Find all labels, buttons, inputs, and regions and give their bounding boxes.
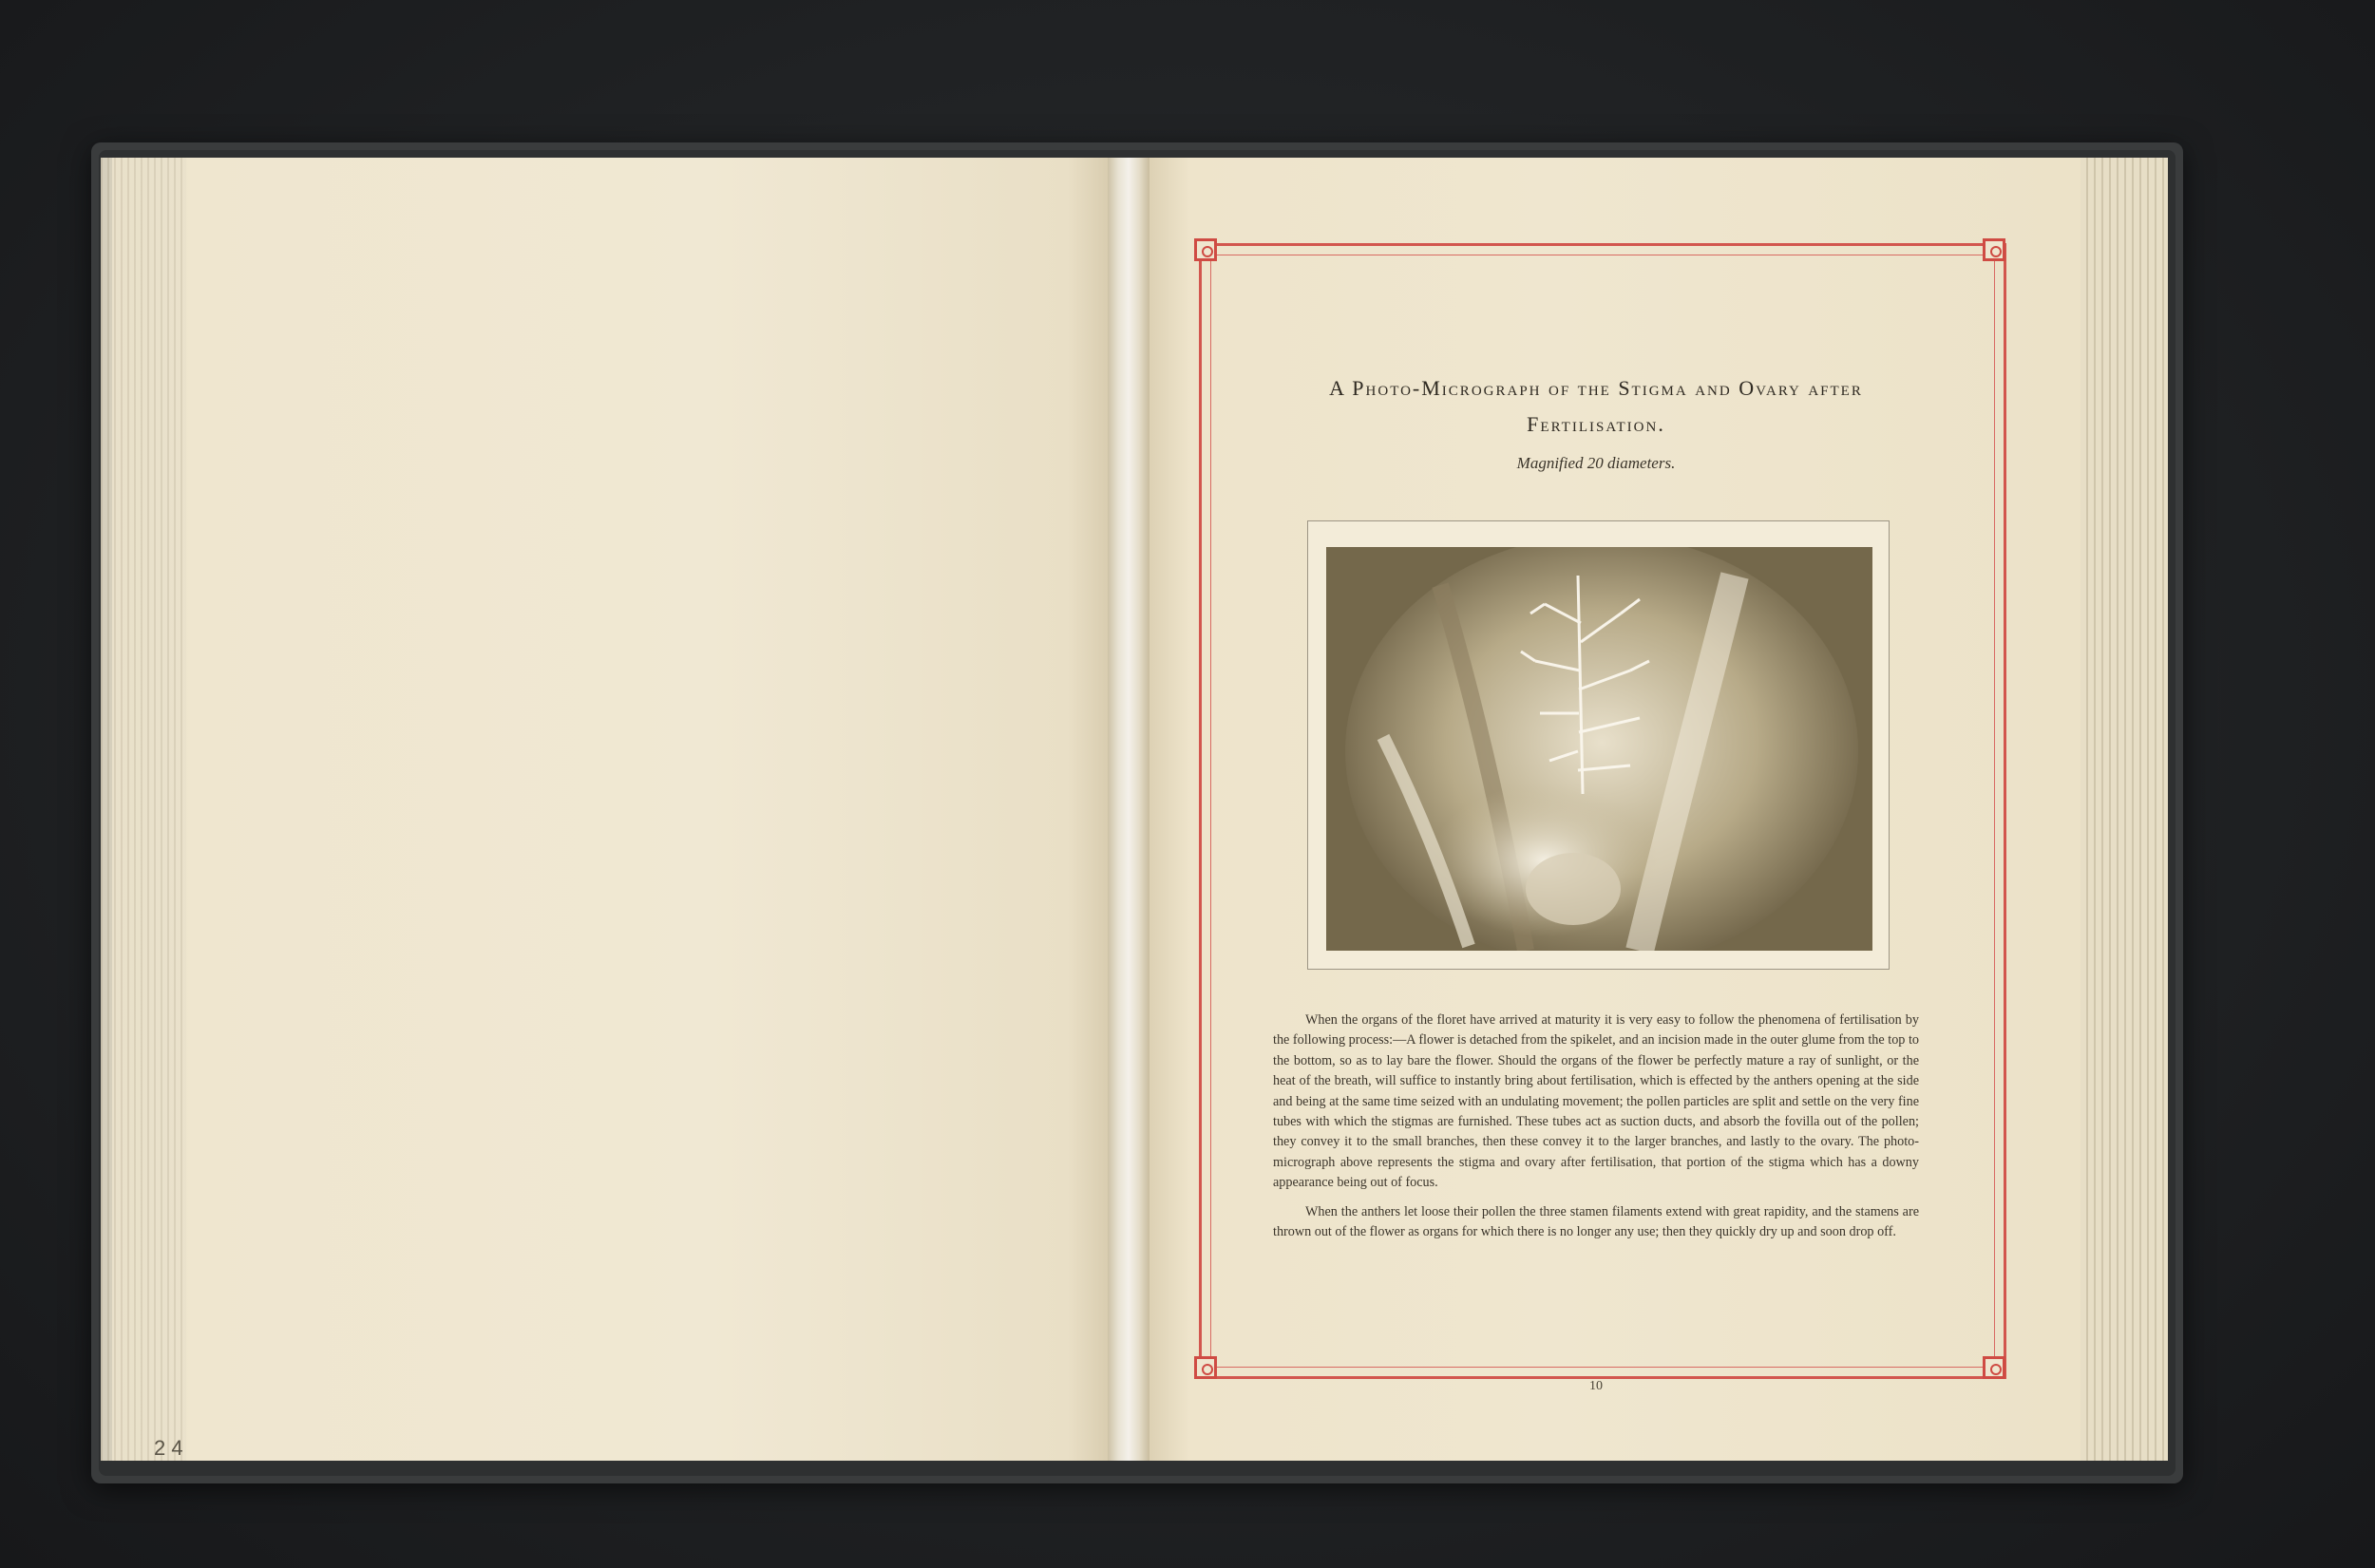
page-number: 10: [1589, 1379, 1603, 1393]
paragraph: When the organs of the floret have arrived at maturity it is very easy to follow the phenomena of fertilisation by the following process:—A flower is detached from the spikelet, and an incision made in the outer glume from the top to the bottom, so as to lay bare the flower. Should the organs of the flower be perfectly mature a ray of sunlight, or the heat of the breath, will suffice to instantly bring about fertilisation, which is effected by the anthers opening at the side and being at the same time seized with an undulating movement; the pollen particles are split and settle on the very fine tubes with which the stigmas are furnished. These tubes act as suction ducts, and absorb the fovilla out of the pollen; they convey it to the small branches, then these convey it to the larger branches, and lastly to the ovary. The photo-micrograph above represents the stigma and ovary after fertilisation, that portion of the stigma which has a downy appearance being out of focus.: [1273, 1012, 1919, 1191]
page-title-line1: A Photo-Micrograph of the Stigma and Ovary after: [1329, 376, 1863, 400]
page-title: [1273, 370, 1919, 443]
body-text: [1273, 1011, 1919, 1251]
left-leaf-edges: [101, 158, 186, 1461]
micrograph-image: [1326, 547, 1872, 951]
paragraph: When the anthers let loose their pollen the three stamen filaments extend with great rapidity, and the stamens are thrown out of the flower as organs for which there is no longer any use; then they quickly dry up and soon drop off.: [1273, 1203, 1919, 1240]
corner-ornament-icon: [1194, 1356, 1217, 1379]
corner-ornament-icon: [1983, 1356, 2005, 1379]
left-page: [112, 158, 1108, 1461]
right-leaf-edges: [2080, 158, 2168, 1461]
page-title-line2: Fertilisation.: [1527, 412, 1665, 436]
corner-ornament-icon: [1983, 238, 2005, 261]
corner-ornament-icon: [1194, 238, 1217, 261]
pencil-note: 2 4: [154, 1436, 183, 1460]
page-subtitle: Magnified 20 diameters.: [1516, 454, 1676, 472]
micrograph-photo: [1326, 547, 1872, 951]
book-gutter: [1108, 158, 1150, 1461]
